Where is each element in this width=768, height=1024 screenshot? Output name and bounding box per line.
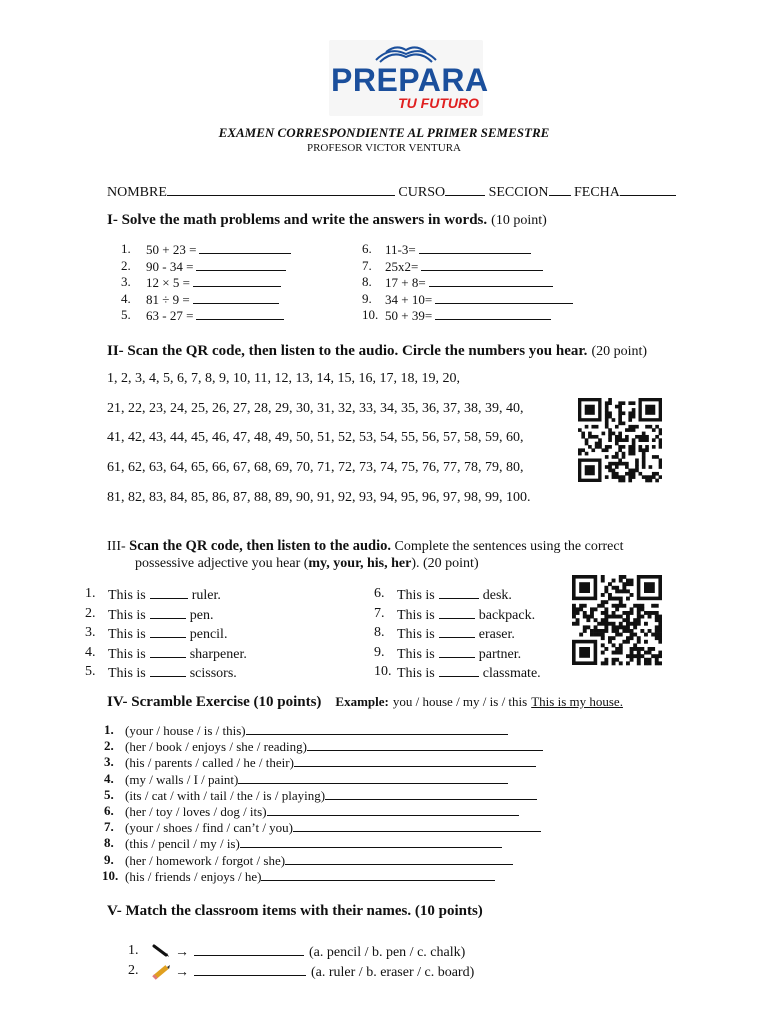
answer-blank[interactable] — [193, 274, 281, 287]
sentence-number: 7. — [374, 605, 385, 621]
scramble-words: (my / walls / I / paint) — [125, 771, 239, 787]
answer-blank[interactable] — [196, 307, 284, 320]
sentence-number: 5. — [85, 664, 96, 679]
answer-blank[interactable] — [196, 258, 286, 271]
sentence-item — [108, 606, 213, 624]
scramble-number: 1. — [104, 722, 114, 737]
sentence-end: pen. — [189, 607, 214, 623]
answer-blank[interactable] — [429, 274, 553, 287]
sentence-end: desk. — [482, 588, 512, 603]
math-item — [146, 307, 284, 324]
scramble-number: 10. — [102, 867, 119, 883]
scramble-number: 8. — [104, 835, 114, 851]
possessive-blank[interactable] — [439, 664, 479, 677]
scramble-item — [125, 835, 502, 852]
sentence-number: 9. — [374, 644, 385, 660]
scramble-words: (her / homework / forgot / she) — [125, 852, 286, 868]
sentence-number: 6. — [374, 586, 385, 601]
pencil-icon — [152, 964, 172, 985]
sentence-start: This is — [108, 607, 146, 623]
numbers-row: 41, 42, 43, 44, 45, 46, 47, 48, 49, 50, 51, 52, 53, 54, 55, 56, 57, 58, 59, 60, — [107, 430, 524, 446]
answer-blank[interactable] — [419, 241, 531, 254]
section-label: SECCION — [488, 185, 549, 200]
math-item — [146, 241, 291, 258]
sentence-number: 10. — [374, 664, 392, 679]
sentence-end: classmate. — [482, 666, 541, 681]
sentence-blank[interactable] — [240, 835, 502, 848]
math-problem: 63 - 27 = — [146, 308, 194, 323]
math-item-number: 5. — [121, 307, 131, 322]
math-item-number: 8. — [362, 274, 372, 289]
scramble-item — [125, 819, 541, 836]
sentence-end: sharpener. — [189, 646, 247, 662]
scramble-number: 7. — [104, 819, 114, 835]
math-problem: 11-3= — [385, 242, 416, 257]
sentence-number: 3. — [85, 625, 96, 640]
scramble-item — [125, 852, 513, 869]
scramble-words: (your / shoes / find / can’t / you) — [125, 820, 294, 836]
numbers-row: 21, 22, 23, 24, 25, 26, 27, 28, 29, 30, 31, 32, 33, 34, 35, 36, 37, 38, 39, 40, — [107, 400, 524, 416]
math-item-number: 10. — [362, 307, 379, 322]
sentence-number: 4. — [85, 644, 96, 660]
scramble-number: 6. — [104, 803, 114, 818]
scramble-item — [125, 868, 495, 885]
math-item-number: 1. — [121, 241, 131, 256]
section-1-heading: I- Solve the math problems and write the answers in words. (10 point) — [107, 212, 547, 228]
arrow-icon: → — [175, 965, 189, 980]
sentence-start: This is — [397, 666, 435, 681]
section-5-heading: V- Match the classroom items with their names. (10 points) — [107, 903, 483, 919]
sentence-item — [108, 625, 227, 643]
answer-blank[interactable] — [199, 241, 291, 254]
math-item — [385, 241, 531, 258]
scramble-item — [125, 771, 508, 788]
sentence-start: This is — [108, 588, 146, 603]
scramble-item — [125, 803, 519, 820]
numbers-row: 1, 2, 3, 4, 5, 6, 7, 8, 9, 10, 11, 12, 13, 14, 15, 16, 17, 18, 19, 20, — [107, 371, 460, 386]
math-problem: 50 + 39= — [385, 308, 433, 323]
math-item — [146, 274, 281, 291]
math-item-number: 9. — [362, 290, 372, 306]
math-item-number: 4. — [121, 290, 131, 306]
answer-blank[interactable] — [193, 291, 279, 304]
answer-blank[interactable] — [435, 291, 573, 304]
section-blank[interactable] — [549, 183, 571, 196]
sentence-end: scissors. — [189, 666, 237, 681]
math-problem: 81 ÷ 9 = — [146, 291, 190, 307]
scramble-number: 3. — [104, 754, 114, 770]
possessive-blank[interactable] — [150, 664, 186, 677]
teacher-name: PROFESOR VICTOR VENTURA — [306, 142, 462, 154]
possessive-blank[interactable] — [150, 625, 186, 638]
sentence-blank[interactable] — [325, 787, 537, 800]
sentence-blank[interactable] — [294, 754, 536, 767]
scramble-number: 2. — [104, 738, 114, 754]
qr-code-icon — [578, 398, 662, 484]
course-label: CURSO — [398, 185, 446, 200]
sentence-blank[interactable] — [261, 868, 495, 881]
math-item — [385, 307, 551, 324]
match-blank[interactable] — [194, 963, 306, 976]
sentence-number: 8. — [374, 625, 385, 640]
match-item — [175, 963, 474, 981]
section-3-instructions: possessive adjective you hear (my, your, his, her). (20 point) — [135, 556, 479, 571]
section-4-heading: IV- Scramble Exercise (10 points) Example: you / house / my / is / this This is my house. — [107, 694, 623, 710]
sentence-item — [108, 664, 237, 682]
logo-main-text: PREPARA — [331, 62, 489, 98]
numbers-row: 81, 82, 83, 84, 85, 86, 87, 88, 89, 90, 91, 92, 93, 94, 95, 96, 97, 98, 99, 100. — [107, 489, 531, 505]
sentence-blank[interactable] — [246, 722, 508, 735]
qr-code-icon — [572, 575, 662, 667]
possessive-blank[interactable] — [150, 645, 186, 658]
name-label: NOMBRE — [107, 185, 167, 200]
math-item — [385, 291, 573, 308]
scramble-words: (his / parents / called / he / their) — [125, 755, 294, 771]
logo — [329, 40, 489, 116]
math-item — [146, 291, 279, 308]
sentence-start: This is — [108, 666, 146, 681]
math-problem: 90 - 34 = — [146, 258, 194, 274]
sentence-end: partner. — [478, 646, 522, 662]
sentence-start: This is — [108, 627, 146, 642]
scramble-number: 5. — [104, 786, 114, 802]
sentence-start: This is — [397, 646, 435, 662]
possessive-blank[interactable] — [150, 586, 188, 599]
sentence-end: ruler. — [191, 588, 221, 603]
section-2-heading: II- Scan the QR code, then listen to the audio. Circle the numbers you hear. (20 point) — [107, 343, 648, 359]
answer-blank[interactable] — [421, 258, 543, 271]
sentence-item — [108, 586, 221, 604]
student-fields — [107, 183, 676, 201]
sentence-start: This is — [397, 627, 435, 642]
course-blank[interactable] — [445, 183, 485, 196]
scramble-item — [125, 738, 543, 755]
possessive-blank[interactable] — [439, 606, 475, 619]
math-item — [146, 258, 286, 275]
sentence-blank[interactable] — [293, 819, 541, 832]
sentence-number: 1. — [85, 586, 96, 601]
sentence-start: This is — [108, 646, 146, 662]
book-icon — [374, 42, 438, 64]
possessive-blank[interactable] — [439, 625, 475, 638]
scramble-item — [125, 754, 536, 771]
sentence-blank[interactable] — [267, 803, 519, 816]
match-options: (a. pencil / b. pen / c. chalk) — [309, 945, 466, 960]
math-problem: 34 + 10= — [385, 291, 433, 307]
section-3-heading: III- Scan the QR code, then listen to the audio. Complete the sentences using the correct — [107, 538, 624, 554]
sentence-blank[interactable] — [285, 852, 513, 865]
possessive-blank[interactable] — [150, 606, 186, 619]
sentence-end: pencil. — [189, 627, 228, 642]
scramble-words: (her / toy / loves / dog / its) — [125, 804, 267, 819]
sentence-item — [397, 606, 535, 624]
logo-sub-text: TU FUTURO — [398, 95, 479, 111]
pen-icon — [152, 944, 170, 963]
arrow-icon: → — [175, 945, 189, 960]
scramble-number: 9. — [104, 851, 114, 867]
match-number: 2. — [128, 963, 139, 978]
math-problem: 25x2= — [385, 258, 419, 274]
possessive-blank[interactable] — [439, 586, 479, 599]
sentence-item — [108, 645, 247, 663]
match-item — [175, 943, 465, 961]
sentence-blank[interactable] — [238, 771, 508, 784]
math-problem: 12 × 5 = — [146, 275, 190, 290]
math-item — [385, 258, 543, 275]
sentence-item — [397, 664, 541, 682]
date-blank[interactable] — [620, 183, 676, 196]
exam-title: EXAMEN CORRESPONDIENTE AL PRIMER SEMESTRE — [218, 125, 550, 140]
math-item-number: 7. — [362, 257, 372, 273]
math-problem: 50 + 23 = — [146, 242, 197, 257]
scramble-words: (her / book / enjoys / she / reading) — [125, 739, 307, 755]
scramble-item — [125, 722, 508, 739]
scramble-item — [125, 787, 537, 804]
math-item — [385, 274, 553, 291]
sentence-blank[interactable] — [307, 738, 543, 751]
sentence-item — [397, 645, 521, 663]
match-blank[interactable] — [194, 943, 304, 956]
scramble-words: (your / house / is / this) — [125, 723, 246, 738]
sentence-end: backpack. — [478, 607, 536, 623]
scramble-number: 4. — [104, 770, 114, 786]
sentence-item — [397, 586, 512, 604]
possessive-blank[interactable] — [439, 645, 475, 658]
scramble-words: (its / cat / with / tail / the / is / playing) — [125, 787, 326, 803]
name-blank[interactable] — [167, 183, 395, 196]
math-item-number: 2. — [121, 257, 131, 273]
date-label: FECHA — [574, 185, 620, 200]
math-item-number: 6. — [362, 241, 372, 256]
sentence-start: This is — [397, 607, 435, 623]
match-options: (a. ruler / b. eraser / c. board) — [311, 965, 475, 980]
sentence-number: 2. — [85, 605, 96, 621]
sentence-start: This is — [397, 588, 435, 603]
scramble-words: (his / friends / enjoys / he) — [125, 868, 262, 884]
numbers-row: 61, 62, 63, 64, 65, 66, 67, 68, 69, 70, 71, 72, 73, 74, 75, 76, 77, 78, 79, 80, — [107, 460, 524, 476]
sentence-item — [397, 625, 515, 643]
sentence-end: eraser. — [478, 627, 515, 642]
math-problem: 17 + 8= — [385, 275, 426, 290]
answer-blank[interactable] — [435, 307, 551, 320]
scramble-words: (this / pencil / my / is) — [125, 836, 240, 852]
math-item-number: 3. — [121, 274, 131, 289]
match-number: 1. — [128, 943, 139, 958]
